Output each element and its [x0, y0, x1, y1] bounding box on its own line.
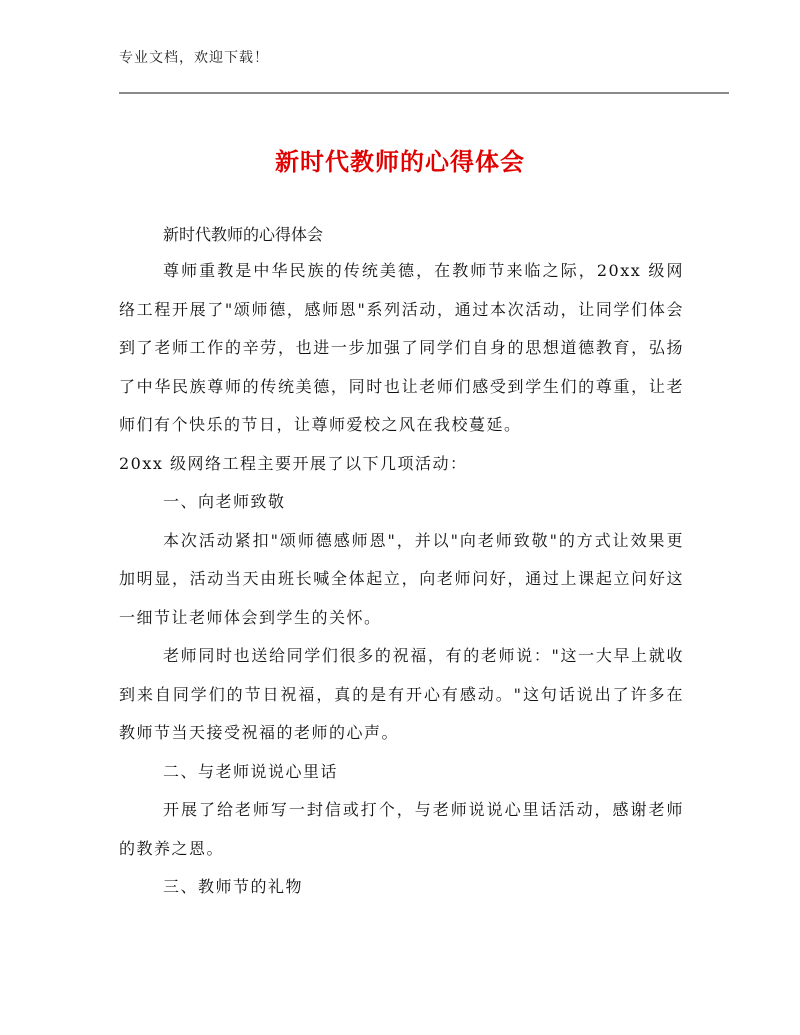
document-body [119, 252, 684, 907]
document-title: 新时代教师的心得体会 [275, 148, 525, 176]
section-heading-1: 一、向老师致敬 [163, 492, 286, 511]
paragraph-section-1: 本次活动紧扣"颂师德感师恩"，并以"向老师致敬"的方式让效果更加明显，活动当天由班长喊全体起立，向老师问好，通过上课起立问好这一细节让老师体会到学生的关怀。 [119, 530, 684, 627]
page-header-text: 专业文档，欢迎下载！ [119, 50, 269, 66]
paragraph-activities-intro: 20xx 级网络工程主要开展了以下几项活动： [119, 453, 468, 473]
section-heading-3: 三、教师节的礼物 [163, 877, 304, 896]
section-heading-2: 二、与老师说说心里话 [163, 761, 339, 781]
document-subtitle: 新时代教师的心得体会 [163, 225, 324, 244]
header-divider [119, 92, 729, 94]
paragraph-section-2: 开展了给老师写一封信或打个，与老师说说心里话活动，感谢老师的教养之恩。 [119, 800, 684, 858]
paragraph-intro: 尊师重教是中华民族的传统美德，在教师节来临之际，20xx 级网络工程开展了"颂师德，感师恩"系列活动，通过本次活动，让同学们体会到了老师工作的辛劳，也进一步加强了同学们自身的思想道德教育，弘扬了中华民族尊师的传统美德，同时也让老师们感受到学生们的尊重，让老师们有个快乐的节日，让尊师爱校之风在我校蔓延。 [119, 261, 684, 434]
paragraph-section-1-blessings: 老师同时也送给同学们很多的祝福，有的老师说："这一大早上就收到来自同学们的节日祝福，真的是有开心有感动。"这句话说出了许多在教师节当天接受祝福的老师的心声。 [119, 646, 684, 742]
